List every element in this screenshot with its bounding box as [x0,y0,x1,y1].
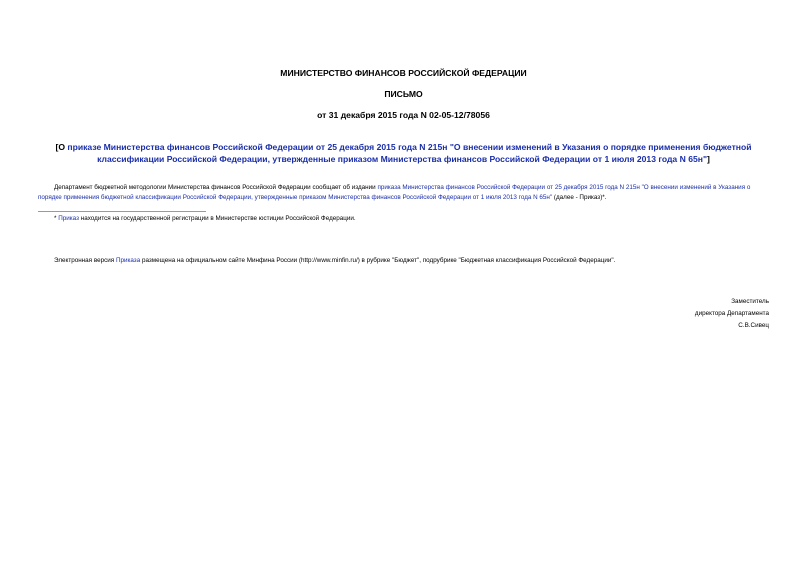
body-paragraph-2 [54,256,774,266]
ministry-title: МИНИСТЕРСТВО ФИНАНСОВ РОССИЙСКОЙ ФЕДЕРАЦИИ [280,68,527,78]
footnote-text: находится на государственной регистрации в Министерстве юстиции Российской Федерации. [78,215,356,222]
footnote [54,214,754,224]
p1-text-after: (далее - Приказ)*. [552,194,607,201]
footnote-divider [38,211,206,212]
body-paragraph-1 [38,183,773,203]
document-subject [30,141,777,165]
signature-department: директора Департамента [694,310,769,317]
footnote-order-link[interactable]: Приказ [58,215,79,222]
subject-close: ] [707,154,710,164]
footnote-star: * [54,215,59,222]
document-date-number: от 31 декабря 2015 года N 02-05-12/78056 [317,110,490,120]
p1-order-link[interactable]: приказа Министерства финансов Российской Федерации от 25 декабря 2015 года N 215н "О внесении изменений в Указания о порядке применения бюджетной классификации Российской Федерации, утвержденные приказом Министерства финансов Российской Федерации от 1 июля 2013 года N 65н" [38,184,751,201]
subject-open: [О [55,142,68,152]
signature-name: С.В.Сивец [738,322,769,329]
document-type: ПИСЬМО [384,89,423,99]
p2-text-before: Электронная версия [54,257,116,264]
signature-block [569,296,769,332]
signature-position: Заместитель [731,298,769,305]
p1-text-before: Департамент бюджетной методологии Министерства финансов Российской Федерации сообщает об издании [54,184,378,191]
p2-text-after: размещена на официальном сайте Минфина России (http://www.minfin.ru/) в рубрике "Бюджет", подрубрике "Бюджетная классификация Российской Федерации". [140,257,616,264]
subject-order-link[interactable]: приказе Министерства финансов Российской Федерации от 25 декабря 2015 года N 215н "О внесении изменений в Указания о порядке применения бюджетной классификации Российской Федерации, утвержденные приказом Министерства финансов Российской Федерации от 1 июля 2013 года N 65н" [67,142,752,164]
p2-order-link[interactable]: Приказа [115,257,141,264]
